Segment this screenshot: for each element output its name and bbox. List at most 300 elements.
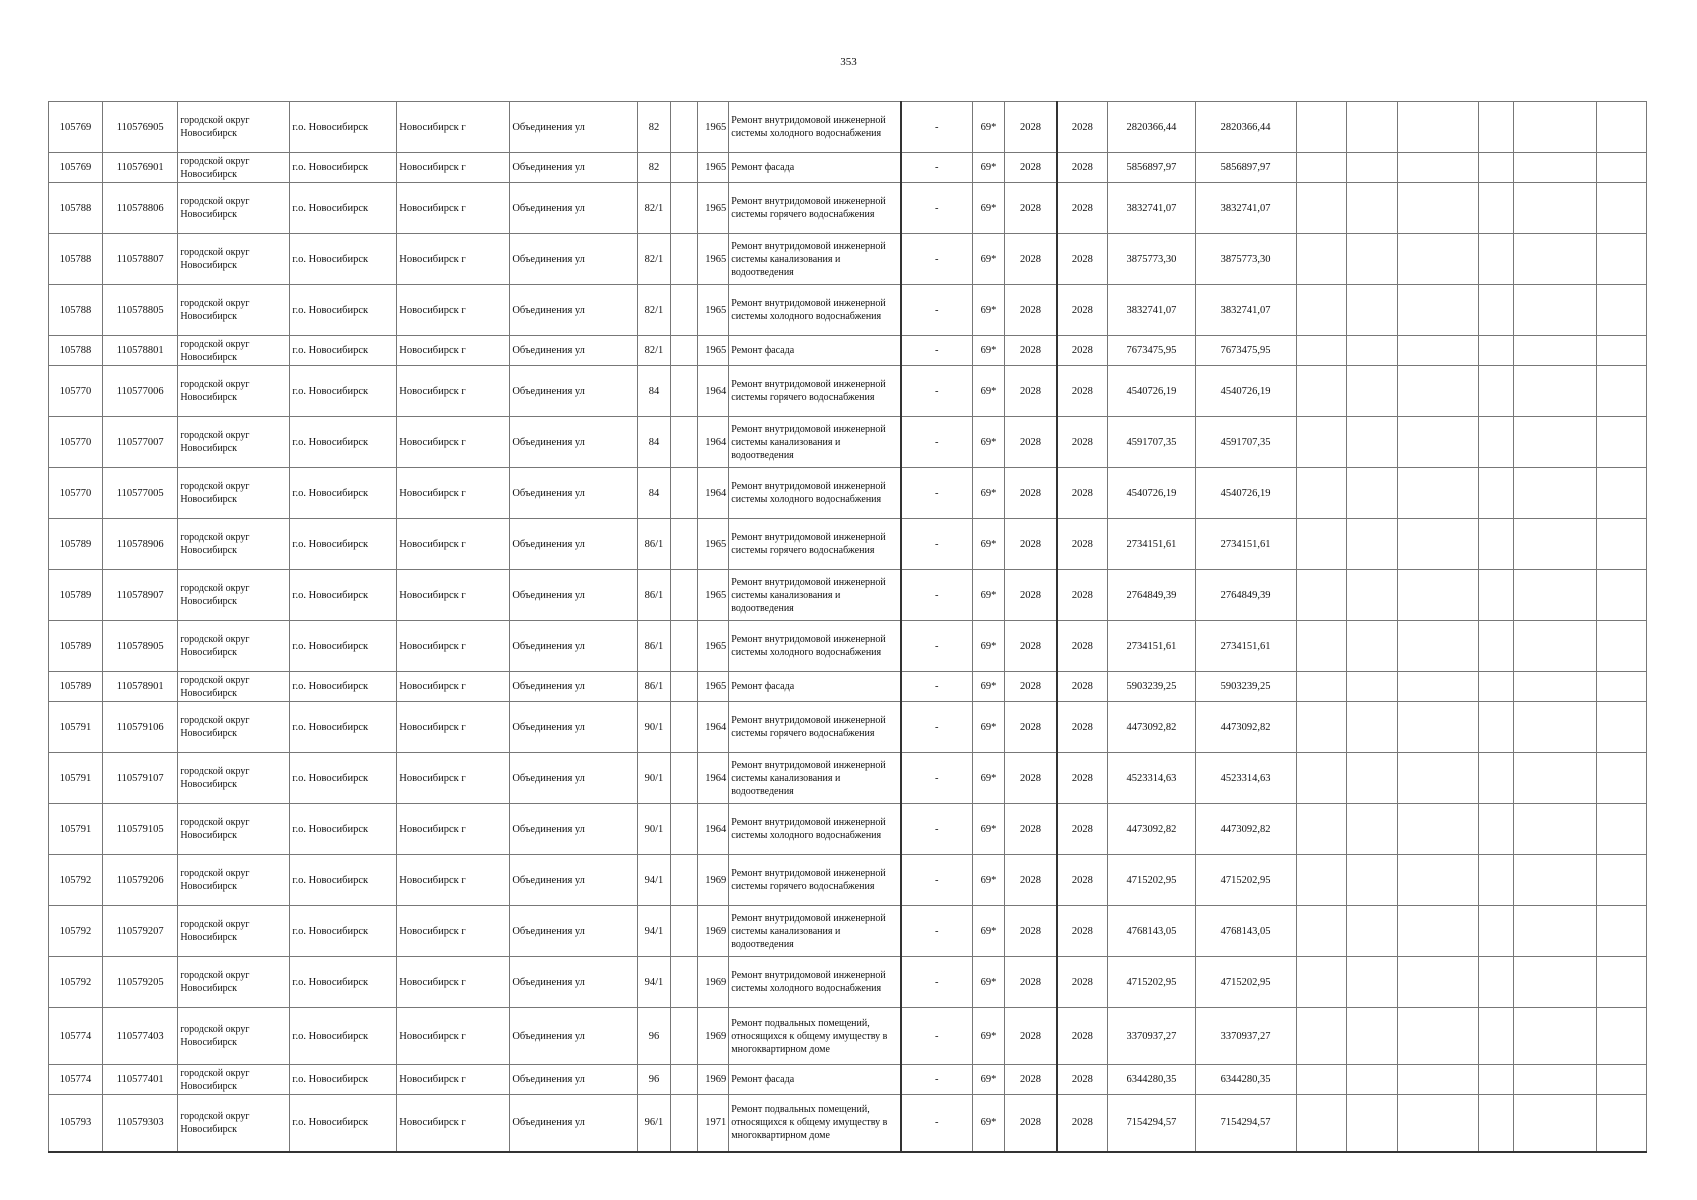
- cell-empty: [1347, 906, 1398, 957]
- cell-work-code: 110579206: [102, 855, 177, 906]
- cell-empty: [1296, 366, 1347, 417]
- cell-house-id: 105788: [49, 183, 103, 234]
- cell-year-start: 2028: [1005, 702, 1057, 753]
- cell-year-end: 2028: [1057, 234, 1108, 285]
- cell-empty: [1596, 804, 1646, 855]
- table-row: [49, 519, 1647, 570]
- cell-work-type: Ремонт внутридомовой инженерной системы холодного водоснабжения: [729, 804, 901, 855]
- cell-empty: [1296, 1008, 1347, 1065]
- cell-empty: [1596, 285, 1646, 336]
- table-row: [49, 1095, 1647, 1152]
- cell-cost-total: 3832741,07: [1195, 183, 1296, 234]
- cell-cost: 6344280,35: [1108, 1065, 1196, 1095]
- cell-cost-total: 2764849,39: [1195, 570, 1296, 621]
- cell-empty: [1514, 855, 1596, 906]
- cell-okrug: г.о. Новосибирск: [290, 153, 397, 183]
- cell-empty: [1398, 804, 1478, 855]
- cell-city: Новосибирск г: [397, 417, 510, 468]
- cell-okrug: г.о. Новосибирск: [290, 672, 397, 702]
- cell-work-code: 110578907: [102, 570, 177, 621]
- cell-indicator: 69*: [972, 957, 1005, 1008]
- cell-empty: [1347, 417, 1398, 468]
- cell-empty: [1347, 519, 1398, 570]
- cell-empty: [1296, 519, 1347, 570]
- cell-empty: [1478, 183, 1514, 234]
- cell-cost: 7673475,95: [1108, 336, 1196, 366]
- cell-cost: 3370937,27: [1108, 1008, 1196, 1065]
- cell-cost-total: 5856897,97: [1195, 153, 1296, 183]
- cell-dash: -: [901, 570, 972, 621]
- cell-year-end: 2028: [1057, 285, 1108, 336]
- cell-year-end: 2028: [1057, 153, 1108, 183]
- cell-house-number: 94/1: [637, 906, 671, 957]
- cell-indicator: 69*: [972, 183, 1005, 234]
- cell-work-type: Ремонт внутридомовой инженерной системы горячего водоснабжения: [729, 855, 901, 906]
- cell-empty: [1398, 234, 1478, 285]
- cell-empty: [1347, 336, 1398, 366]
- cell-empty: [671, 621, 697, 672]
- cell-empty: [1596, 621, 1646, 672]
- cell-street: Объединения ул: [510, 285, 637, 336]
- cell-indicator: 69*: [972, 906, 1005, 957]
- cell-house-id: 105770: [49, 468, 103, 519]
- cell-dash: -: [901, 957, 972, 1008]
- cell-empty: [1347, 570, 1398, 621]
- cell-empty: [1347, 957, 1398, 1008]
- cell-street: Объединения ул: [510, 570, 637, 621]
- cell-empty: [671, 234, 697, 285]
- cell-year-end: 2028: [1057, 621, 1108, 672]
- cell-work-type: Ремонт внутридомовой инженерной системы канализования и водоотведения: [729, 906, 901, 957]
- cell-house-number: 86/1: [637, 621, 671, 672]
- cell-city: Новосибирск г: [397, 336, 510, 366]
- cell-year-start: 2028: [1005, 153, 1057, 183]
- cell-build-year: 1969: [697, 957, 729, 1008]
- cell-build-year: 1965: [697, 285, 729, 336]
- cell-empty: [1596, 1008, 1646, 1065]
- cell-municipality: городской округ Новосибирск: [178, 102, 290, 153]
- cell-cost: 4540726,19: [1108, 366, 1196, 417]
- cell-build-year: 1971: [697, 1095, 729, 1152]
- cell-year-start: 2028: [1005, 234, 1057, 285]
- cell-cost: 5856897,97: [1108, 153, 1196, 183]
- cell-dash: -: [901, 468, 972, 519]
- cell-empty: [1514, 183, 1596, 234]
- cell-empty: [1514, 957, 1596, 1008]
- cell-empty: [1478, 519, 1514, 570]
- cell-cost: 3832741,07: [1108, 183, 1196, 234]
- cell-empty: [1478, 153, 1514, 183]
- cell-empty: [671, 804, 697, 855]
- cell-empty: [1398, 285, 1478, 336]
- cell-build-year: 1964: [697, 468, 729, 519]
- table-row: [49, 957, 1647, 1008]
- cell-city: Новосибирск г: [397, 234, 510, 285]
- cell-year-start: 2028: [1005, 183, 1057, 234]
- cell-empty: [1347, 753, 1398, 804]
- cell-okrug: г.о. Новосибирск: [290, 183, 397, 234]
- cell-house-number: 84: [637, 417, 671, 468]
- cell-house-number: 84: [637, 366, 671, 417]
- cell-cost-total: 5903239,25: [1195, 672, 1296, 702]
- cell-indicator: 69*: [972, 468, 1005, 519]
- cell-work-code: 110579107: [102, 753, 177, 804]
- cell-empty: [1398, 672, 1478, 702]
- cell-empty: [1398, 753, 1478, 804]
- cell-cost: 7154294,57: [1108, 1095, 1196, 1152]
- cell-indicator: 69*: [972, 1008, 1005, 1065]
- cell-cost: 4473092,82: [1108, 702, 1196, 753]
- cell-okrug: г.о. Новосибирск: [290, 1065, 397, 1095]
- cell-house-number: 94/1: [637, 957, 671, 1008]
- cell-empty: [1478, 672, 1514, 702]
- cell-empty: [1347, 153, 1398, 183]
- cell-empty: [1596, 1065, 1646, 1095]
- cell-cost-total: 4715202,95: [1195, 957, 1296, 1008]
- cell-empty: [1478, 417, 1514, 468]
- cell-okrug: г.о. Новосибирск: [290, 468, 397, 519]
- cell-empty: [1296, 804, 1347, 855]
- cell-empty: [1296, 1065, 1347, 1095]
- cell-okrug: г.о. Новосибирск: [290, 957, 397, 1008]
- cell-empty: [1596, 570, 1646, 621]
- cell-build-year: 1965: [697, 570, 729, 621]
- cell-empty: [1514, 468, 1596, 519]
- cell-house-id: 105770: [49, 417, 103, 468]
- cell-work-code: 110577401: [102, 1065, 177, 1095]
- cell-cost: 4473092,82: [1108, 804, 1196, 855]
- cell-cost: 2764849,39: [1108, 570, 1196, 621]
- cell-empty: [671, 1065, 697, 1095]
- cell-work-code: 110579303: [102, 1095, 177, 1152]
- cell-empty: [671, 702, 697, 753]
- table-row: [49, 1008, 1647, 1065]
- cell-empty: [1296, 417, 1347, 468]
- cell-empty: [1596, 672, 1646, 702]
- cell-empty: [1398, 570, 1478, 621]
- cell-build-year: 1965: [697, 102, 729, 153]
- cell-empty: [1596, 468, 1646, 519]
- cell-cost-total: 2734151,61: [1195, 519, 1296, 570]
- cell-empty: [671, 570, 697, 621]
- cell-work-type: Ремонт подвальных помещений, относящихся к общему имуществу в многоквартирном доме: [729, 1095, 901, 1152]
- cell-work-code: 110577005: [102, 468, 177, 519]
- cell-street: Объединения ул: [510, 417, 637, 468]
- cell-dash: -: [901, 417, 972, 468]
- cell-dash: -: [901, 519, 972, 570]
- cell-house-id: 105792: [49, 855, 103, 906]
- cell-street: Объединения ул: [510, 1008, 637, 1065]
- cell-dash: -: [901, 366, 972, 417]
- cell-indicator: 69*: [972, 621, 1005, 672]
- cell-empty: [1347, 702, 1398, 753]
- cell-empty: [1514, 102, 1596, 153]
- cell-cost: 4540726,19: [1108, 468, 1196, 519]
- cell-empty: [1514, 153, 1596, 183]
- cell-street: Объединения ул: [510, 234, 637, 285]
- cell-municipality: городской округ Новосибирск: [178, 519, 290, 570]
- cell-dash: -: [901, 753, 972, 804]
- cell-work-code: 110578806: [102, 183, 177, 234]
- cell-dash: -: [901, 702, 972, 753]
- cell-year-end: 2028: [1057, 672, 1108, 702]
- cell-city: Новосибирск г: [397, 906, 510, 957]
- cell-empty: [1514, 1008, 1596, 1065]
- cell-house-number: 84: [637, 468, 671, 519]
- cell-municipality: городской округ Новосибирск: [178, 1008, 290, 1065]
- cell-build-year: 1965: [697, 336, 729, 366]
- cell-work-type: Ремонт внутридомовой инженерной системы горячего водоснабжения: [729, 366, 901, 417]
- cell-okrug: г.о. Новосибирск: [290, 417, 397, 468]
- cell-empty: [1514, 285, 1596, 336]
- cell-year-end: 2028: [1057, 702, 1108, 753]
- cell-dash: -: [901, 672, 972, 702]
- cell-build-year: 1964: [697, 366, 729, 417]
- cell-house-id: 105774: [49, 1008, 103, 1065]
- cell-house-number: 82/1: [637, 336, 671, 366]
- cell-empty: [1296, 183, 1347, 234]
- cell-empty: [1296, 153, 1347, 183]
- cell-year-end: 2028: [1057, 753, 1108, 804]
- cell-city: Новосибирск г: [397, 1008, 510, 1065]
- cell-empty: [1478, 234, 1514, 285]
- cell-empty: [1347, 621, 1398, 672]
- cell-work-code: 110579207: [102, 906, 177, 957]
- cell-empty: [671, 1008, 697, 1065]
- cell-cost: 2734151,61: [1108, 621, 1196, 672]
- cell-okrug: г.о. Новосибирск: [290, 366, 397, 417]
- table-row: [49, 621, 1647, 672]
- cell-empty: [1347, 1065, 1398, 1095]
- cell-empty: [1296, 468, 1347, 519]
- cell-house-id: 105788: [49, 285, 103, 336]
- cell-empty: [1596, 855, 1646, 906]
- cell-year-start: 2028: [1005, 753, 1057, 804]
- cell-house-id: 105770: [49, 366, 103, 417]
- cell-cost-total: 3370937,27: [1195, 1008, 1296, 1065]
- cell-city: Новосибирск г: [397, 366, 510, 417]
- cell-house-id: 105774: [49, 1065, 103, 1095]
- cell-cost: 4715202,95: [1108, 855, 1196, 906]
- table-row: [49, 285, 1647, 336]
- cell-okrug: г.о. Новосибирск: [290, 702, 397, 753]
- cell-empty: [671, 855, 697, 906]
- cell-okrug: г.о. Новосибирск: [290, 621, 397, 672]
- cell-build-year: 1964: [697, 804, 729, 855]
- cell-municipality: городской округ Новосибирск: [178, 366, 290, 417]
- cell-year-start: 2028: [1005, 1008, 1057, 1065]
- cell-municipality: городской округ Новосибирск: [178, 1065, 290, 1095]
- table-row: [49, 417, 1647, 468]
- cell-house-id: 105788: [49, 336, 103, 366]
- cell-indicator: 69*: [972, 153, 1005, 183]
- cell-empty: [1398, 366, 1478, 417]
- cell-year-end: 2028: [1057, 417, 1108, 468]
- cell-indicator: 69*: [972, 855, 1005, 906]
- cell-year-start: 2028: [1005, 906, 1057, 957]
- cell-cost: 5903239,25: [1108, 672, 1196, 702]
- cell-empty: [1347, 366, 1398, 417]
- cell-dash: -: [901, 153, 972, 183]
- cell-indicator: 69*: [972, 366, 1005, 417]
- cell-empty: [671, 957, 697, 1008]
- cell-empty: [1514, 702, 1596, 753]
- cell-empty: [1347, 234, 1398, 285]
- cell-empty: [671, 753, 697, 804]
- cell-municipality: городской округ Новосибирск: [178, 621, 290, 672]
- cell-year-start: 2028: [1005, 519, 1057, 570]
- cell-street: Объединения ул: [510, 855, 637, 906]
- cell-empty: [1398, 906, 1478, 957]
- cell-okrug: г.о. Новосибирск: [290, 1008, 397, 1065]
- cell-empty: [1296, 906, 1347, 957]
- cell-municipality: городской округ Новосибирск: [178, 285, 290, 336]
- cell-cost-total: 4540726,19: [1195, 366, 1296, 417]
- cell-work-type: Ремонт внутридомовой инженерной системы холодного водоснабжения: [729, 102, 901, 153]
- cell-empty: [1347, 285, 1398, 336]
- cell-year-start: 2028: [1005, 336, 1057, 366]
- cell-street: Объединения ул: [510, 468, 637, 519]
- cell-empty: [1514, 621, 1596, 672]
- cell-okrug: г.о. Новосибирск: [290, 753, 397, 804]
- cell-house-number: 82/1: [637, 285, 671, 336]
- cell-street: Объединения ул: [510, 153, 637, 183]
- cell-municipality: городской округ Новосибирск: [178, 753, 290, 804]
- cell-cost: 4768143,05: [1108, 906, 1196, 957]
- cell-cost: 4591707,35: [1108, 417, 1196, 468]
- cell-empty: [1514, 366, 1596, 417]
- cell-municipality: городской округ Новосибирск: [178, 570, 290, 621]
- cell-empty: [671, 1095, 697, 1152]
- cell-empty: [1398, 1065, 1478, 1095]
- cell-year-end: 2028: [1057, 804, 1108, 855]
- cell-house-id: 105791: [49, 804, 103, 855]
- cell-indicator: 69*: [972, 1065, 1005, 1095]
- cell-cost-total: 3832741,07: [1195, 285, 1296, 336]
- cell-build-year: 1964: [697, 702, 729, 753]
- cell-empty: [1398, 183, 1478, 234]
- cell-cost-total: 4473092,82: [1195, 702, 1296, 753]
- cell-year-end: 2028: [1057, 570, 1108, 621]
- cell-okrug: г.о. Новосибирск: [290, 855, 397, 906]
- cell-city: Новосибирск г: [397, 855, 510, 906]
- cell-cost: 4523314,63: [1108, 753, 1196, 804]
- cell-year-start: 2028: [1005, 417, 1057, 468]
- cell-empty: [1478, 1008, 1514, 1065]
- cell-build-year: 1969: [697, 906, 729, 957]
- cell-city: Новосибирск г: [397, 672, 510, 702]
- cell-empty: [1514, 519, 1596, 570]
- cell-house-number: 82/1: [637, 183, 671, 234]
- table-row: [49, 468, 1647, 519]
- cell-build-year: 1965: [697, 621, 729, 672]
- cell-empty: [1347, 468, 1398, 519]
- cell-city: Новосибирск г: [397, 702, 510, 753]
- cell-cost-total: 6344280,35: [1195, 1065, 1296, 1095]
- table-row: [49, 183, 1647, 234]
- table-row: [49, 804, 1647, 855]
- cell-house-number: 86/1: [637, 519, 671, 570]
- cell-house-id: 105788: [49, 234, 103, 285]
- cell-empty: [1478, 957, 1514, 1008]
- cell-year-start: 2028: [1005, 621, 1057, 672]
- cell-work-type: Ремонт внутридомовой инженерной системы холодного водоснабжения: [729, 621, 901, 672]
- cell-house-id: 105792: [49, 957, 103, 1008]
- cell-city: Новосибирск г: [397, 153, 510, 183]
- cell-empty: [1347, 804, 1398, 855]
- cell-empty: [1398, 102, 1478, 153]
- cell-dash: -: [901, 234, 972, 285]
- cell-year-start: 2028: [1005, 366, 1057, 417]
- cell-empty: [1514, 1095, 1596, 1152]
- cell-indicator: 69*: [972, 753, 1005, 804]
- cell-cost-total: 4473092,82: [1195, 804, 1296, 855]
- cell-year-end: 2028: [1057, 957, 1108, 1008]
- cell-work-type: Ремонт внутридомовой инженерной системы холодного водоснабжения: [729, 285, 901, 336]
- cell-work-type: Ремонт подвальных помещений, относящихся к общему имуществу в многоквартирном доме: [729, 1008, 901, 1065]
- table-row: [49, 153, 1647, 183]
- cell-empty: [671, 285, 697, 336]
- cell-empty: [1296, 234, 1347, 285]
- cell-year-end: 2028: [1057, 1095, 1108, 1152]
- cell-okrug: г.о. Новосибирск: [290, 102, 397, 153]
- cell-empty: [671, 183, 697, 234]
- cell-house-id: 105789: [49, 570, 103, 621]
- cell-empty: [1398, 621, 1478, 672]
- cell-work-code: 110578807: [102, 234, 177, 285]
- cell-build-year: 1964: [697, 753, 729, 804]
- cell-empty: [1296, 957, 1347, 1008]
- cell-street: Объединения ул: [510, 1095, 637, 1152]
- cell-house-number: 82: [637, 102, 671, 153]
- cell-empty: [1398, 957, 1478, 1008]
- cell-empty: [1478, 570, 1514, 621]
- cell-work-code: 110578901: [102, 672, 177, 702]
- cell-empty: [1478, 1065, 1514, 1095]
- cell-city: Новосибирск г: [397, 285, 510, 336]
- cell-cost-total: 3875773,30: [1195, 234, 1296, 285]
- cell-empty: [1478, 906, 1514, 957]
- cell-city: Новосибирск г: [397, 804, 510, 855]
- cell-empty: [671, 336, 697, 366]
- cell-empty: [1478, 468, 1514, 519]
- cell-empty: [1478, 702, 1514, 753]
- cell-year-start: 2028: [1005, 672, 1057, 702]
- cell-okrug: г.о. Новосибирск: [290, 570, 397, 621]
- cell-empty: [671, 153, 697, 183]
- cell-empty: [1478, 1095, 1514, 1152]
- cell-house-id: 105789: [49, 621, 103, 672]
- cell-empty: [1514, 336, 1596, 366]
- cell-city: Новосибирск г: [397, 102, 510, 153]
- cell-dash: -: [901, 1008, 972, 1065]
- cell-house-id: 105769: [49, 153, 103, 183]
- cell-empty: [1347, 183, 1398, 234]
- cell-empty: [1398, 336, 1478, 366]
- cell-indicator: 69*: [972, 702, 1005, 753]
- cell-empty: [1296, 855, 1347, 906]
- cell-empty: [1398, 417, 1478, 468]
- cell-work-code: 110576905: [102, 102, 177, 153]
- cell-municipality: городской округ Новосибирск: [178, 957, 290, 1008]
- cell-empty: [1596, 234, 1646, 285]
- cell-okrug: г.о. Новосибирск: [290, 906, 397, 957]
- cell-house-number: 86/1: [637, 570, 671, 621]
- cell-indicator: 69*: [972, 672, 1005, 702]
- cell-work-type: Ремонт внутридомовой инженерной системы канализования и водоотведения: [729, 417, 901, 468]
- cell-empty: [1398, 702, 1478, 753]
- cell-municipality: городской округ Новосибирск: [178, 672, 290, 702]
